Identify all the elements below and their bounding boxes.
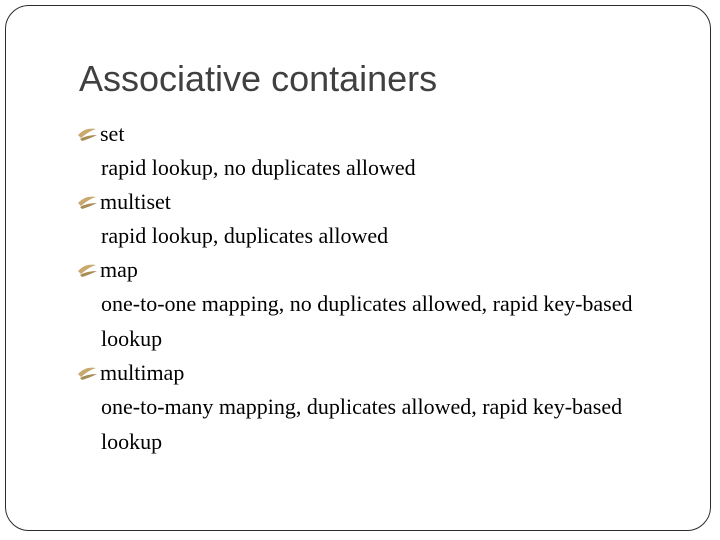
bullet-term: map [100,257,138,282]
bullet-map [77,254,677,286]
bullet-set [77,118,677,150]
bullet-term: multiset [100,189,171,214]
bullet-multiset [77,186,677,218]
bullet-description: one-to-one mapping, no duplicates allowed, rapid key-based lookup [101,291,633,351]
bullet-term: multimap [100,360,185,385]
bullet-description: one-to-many mapping, duplicates allowed, rapid key-based lookup [101,394,623,454]
bullet-description: rapid lookup, no duplicates allowed [101,155,416,180]
leaf-bullet-icon [77,126,99,142]
bullet-description: rapid lookup, duplicates allowed [101,223,389,248]
leaf-bullet-icon [77,262,99,278]
bullet-term: set [100,121,125,146]
slide-content [77,118,677,460]
leaf-bullet-icon [77,194,99,210]
slide-title: Associative containers [79,58,438,99]
leaf-bullet-icon [77,365,99,381]
bullet-multimap [77,357,677,389]
